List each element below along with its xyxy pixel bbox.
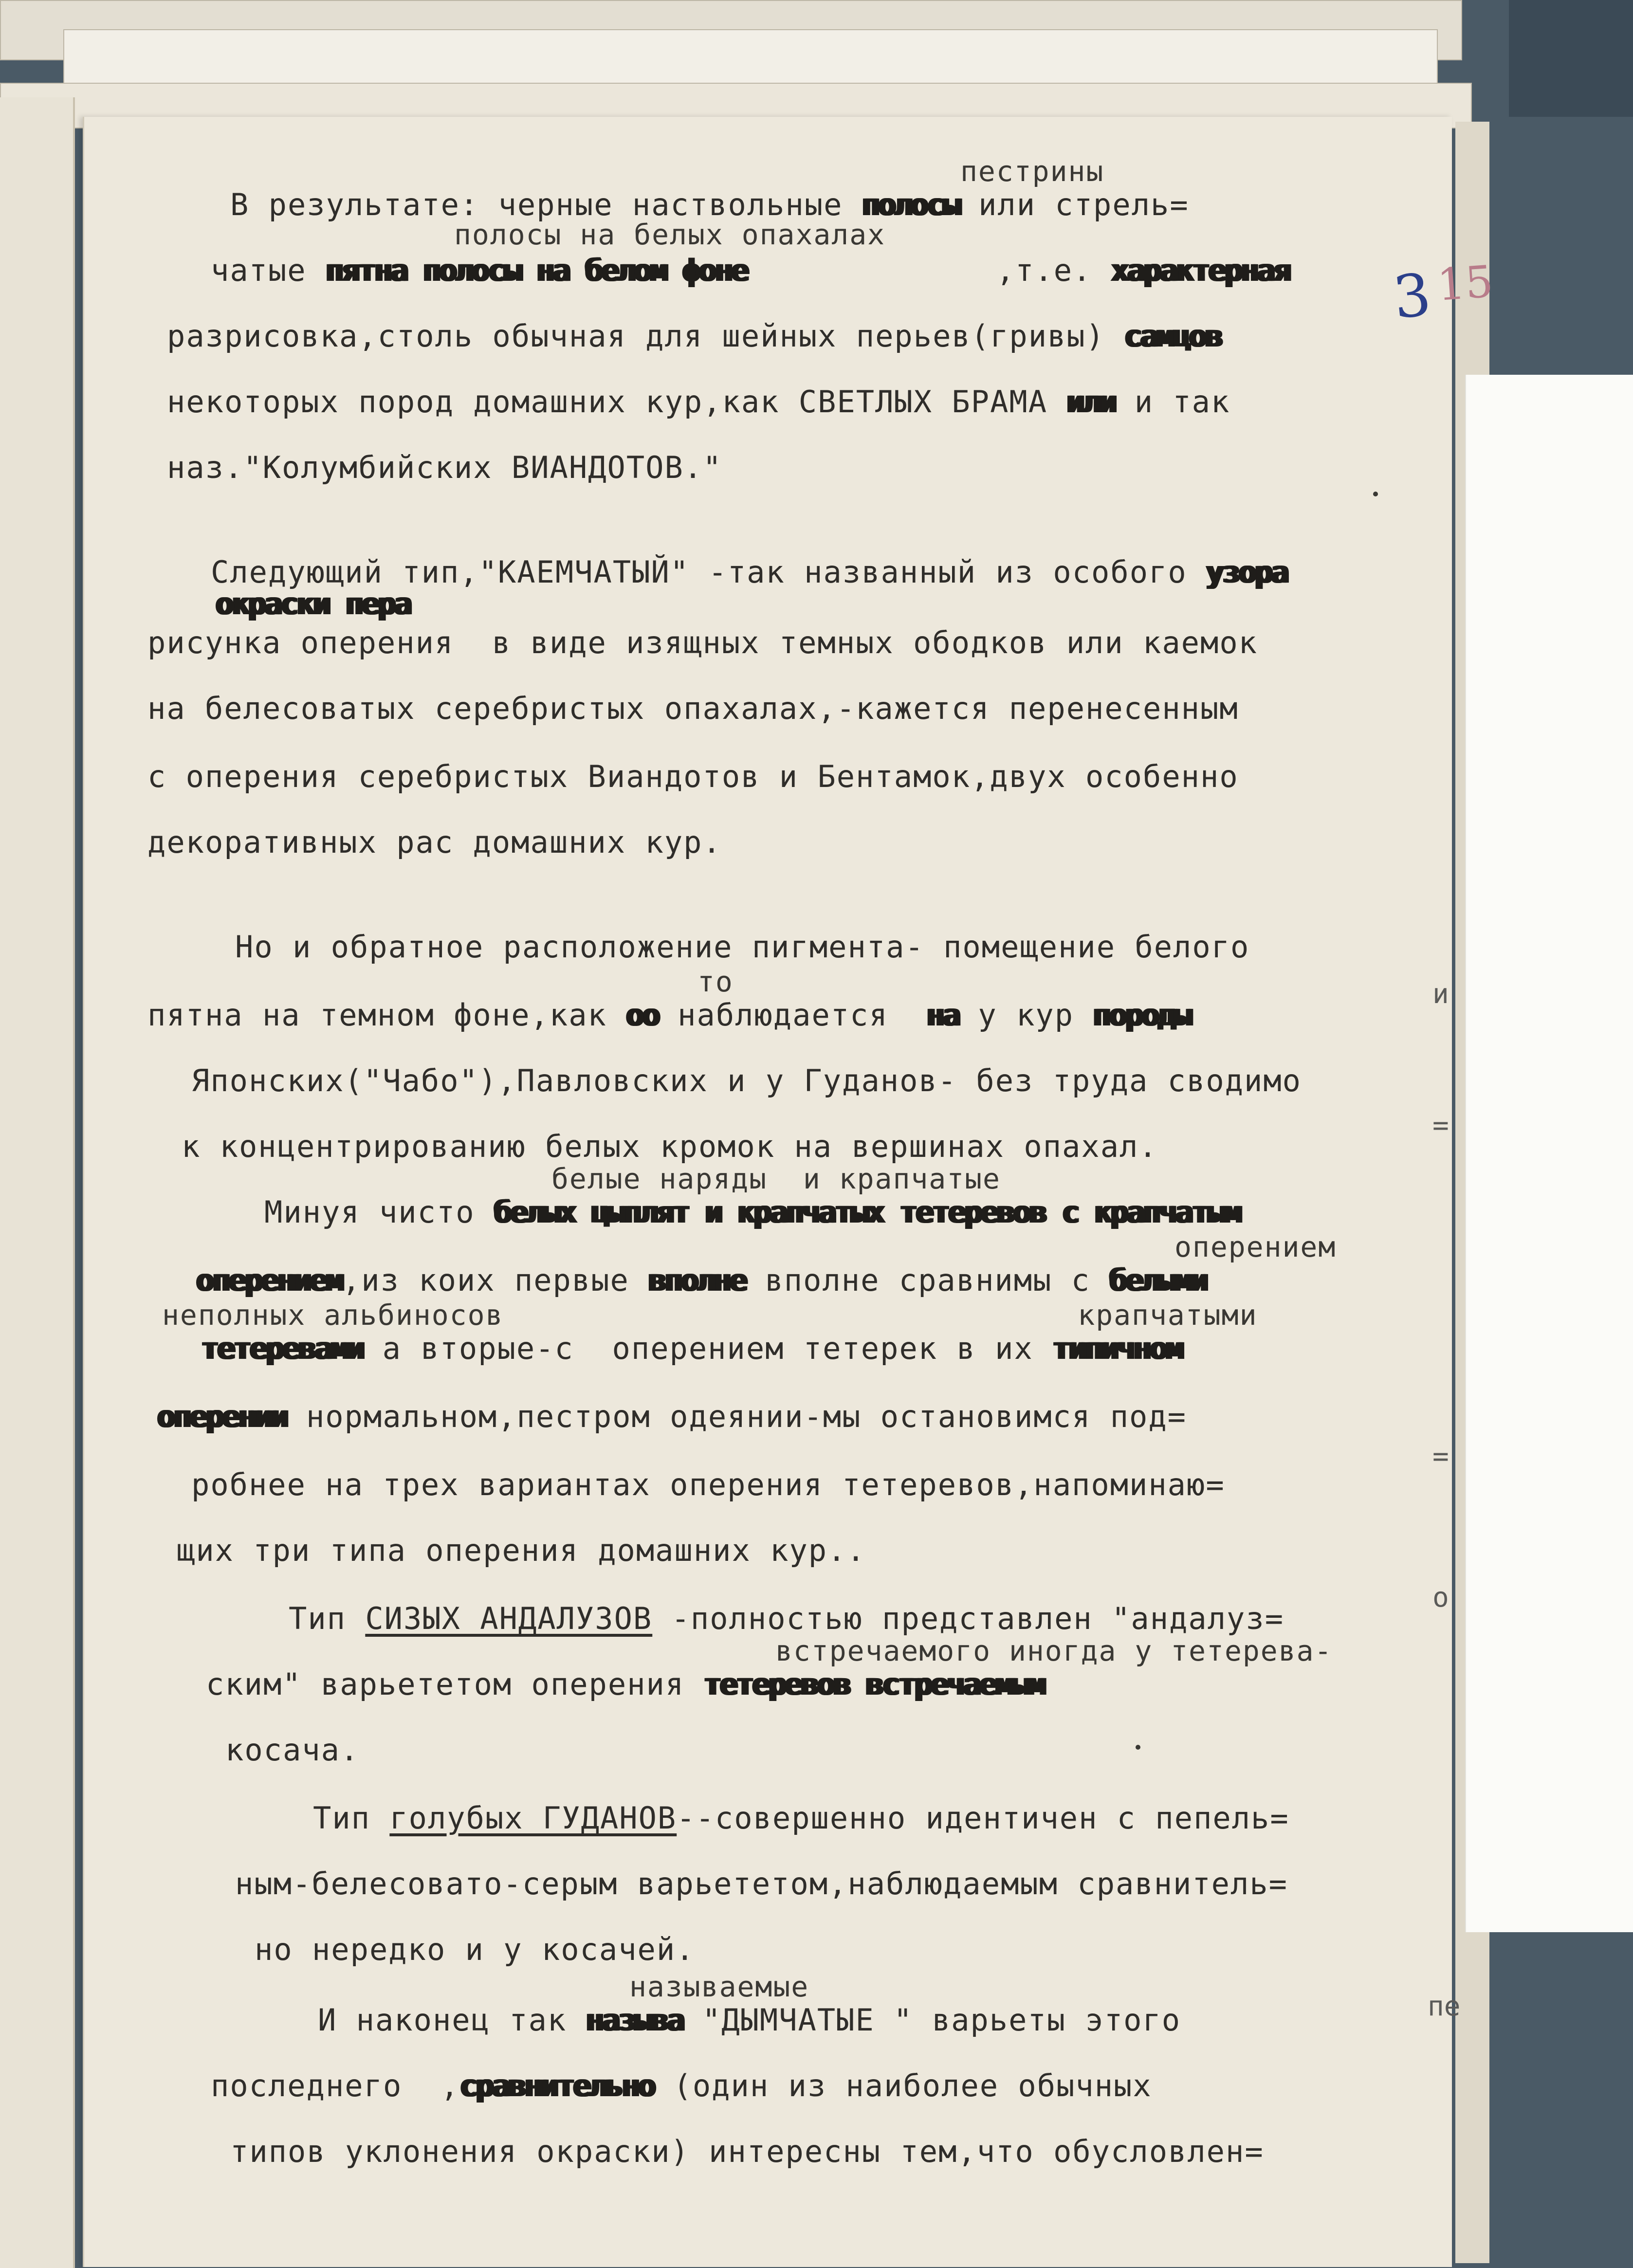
line-30	[225, 1732, 360, 1768]
line-22	[162, 1299, 1258, 1330]
line-17	[182, 1129, 1158, 1164]
line-15	[147, 997, 1191, 1033]
line-segment-strike: полосы	[862, 187, 959, 222]
line-segment-strike: самцов	[1124, 318, 1222, 354]
line-18	[551, 1163, 1001, 1193]
line-segment-ins: крапчатыми	[1078, 1299, 1258, 1332]
line-segment-text: наз."Колумбийских ВИАНДОТОВ."	[167, 450, 722, 485]
line-segment-strike: оперением	[196, 1262, 342, 1298]
line-segment-ins: неполных альбиносов	[162, 1299, 504, 1332]
line-7	[211, 554, 1287, 590]
line-29	[206, 1666, 1045, 1702]
line-segment-text: ,т.е.	[747, 253, 1111, 288]
line-segment-strike: породы	[1093, 997, 1191, 1033]
line-12	[147, 824, 722, 860]
line-segment-ins: называемые	[629, 1970, 809, 2003]
left-facing-page	[0, 97, 75, 2268]
line-segment-text: или стрель=	[959, 187, 1189, 222]
line-segment-text: робнее на трех вариантах оперения тетеревов,напоминаю=	[191, 1467, 1225, 1502]
line-segment-text: наблюдается	[658, 997, 927, 1033]
line-segment-strike: называ	[586, 2002, 683, 2038]
line-segment-strike: вполне	[648, 1262, 746, 1298]
line-segment-text: типов уклонения окраски) интересны тем,что обусловлен=	[230, 2134, 1264, 2169]
line-segment-text: Минуя чисто	[264, 1194, 494, 1230]
line-segment-text: последнего ,	[211, 2068, 460, 2103]
line-segment-strike: типичном	[1052, 1331, 1182, 1366]
line-segment-text: (один из наиболее обычных	[654, 2068, 1152, 2103]
line-6	[167, 450, 722, 485]
line-1	[230, 187, 1189, 222]
line-segment-text	[503, 1297, 1078, 1332]
archive-folio-mark: 3	[1390, 261, 1434, 332]
margin-mark-equals-2: =	[1432, 1441, 1449, 1472]
ink-dot	[1136, 1745, 1140, 1750]
line-segment-ins: полосы на белых опахалах	[454, 218, 886, 251]
line-segment-text: у кур	[959, 997, 1093, 1033]
line-segment-ins: оперением	[1174, 1230, 1337, 1263]
line-20	[1174, 1231, 1336, 1262]
line-10	[147, 691, 1239, 726]
line-segment-strike: пятна полосы на белом фоне	[325, 253, 748, 288]
line-segment-text: Но и обратное расположение пигмента- помещение белого	[235, 929, 1250, 965]
line-segment-text: щих три типа оперения домашних кур..	[177, 1533, 866, 1568]
line-segment-text: чатые	[211, 253, 326, 288]
line-segment-strike: узора	[1206, 554, 1287, 590]
line-segment-text: пятна на темном фоне,как	[147, 997, 626, 1033]
line-33	[255, 1932, 695, 1967]
line-segment-strike: оперении	[157, 1399, 287, 1434]
line-segment-text: --совершенно идентичен с пепель=	[677, 1800, 1289, 1836]
line-9	[147, 625, 1258, 660]
line-28	[775, 1635, 1333, 1665]
line-8	[216, 586, 410, 622]
line-segment-strike: оо	[626, 997, 659, 1033]
line-segment-strike: белыми	[1109, 1262, 1207, 1298]
margin-mark-i: и	[1432, 978, 1449, 1010]
line-25	[191, 1467, 1225, 1502]
line-3	[211, 253, 1290, 288]
line-segment-strike: характерная	[1111, 253, 1290, 288]
line-segment-text: некоторых пород домашних кур,как СВЕТЛЫХ БРАМА	[167, 384, 1067, 420]
line-segment-text: вполне сравнимы с	[746, 1262, 1110, 1298]
line-segment-u: СИЗЫХ АНДАЛУЗОВ	[365, 1601, 653, 1636]
line-5	[167, 384, 1230, 420]
line-0	[960, 156, 1104, 186]
line-segment-text: "ДЫМЧАТЫЕ " варьеты этого	[683, 2002, 1181, 2038]
line-segment-ins: белые наряды и крапчатые	[551, 1162, 1001, 1195]
line-segment-ins: встречаемого иногда у тетерева-	[775, 1634, 1333, 1667]
line-36	[211, 2068, 1152, 2103]
line-31	[313, 1800, 1289, 1836]
line-27	[289, 1601, 1284, 1636]
line-segment-text: но нередко и у косачей.	[255, 1932, 695, 1967]
line-segment-text: рисунка оперения в виде изящных темных ободков или каемок	[147, 625, 1258, 660]
line-24	[157, 1399, 1187, 1434]
line-21	[196, 1262, 1207, 1298]
line-segment-text: ным-белесовато-серым варьететом,наблюдаемым сравнитель=	[235, 1866, 1288, 1902]
line-32	[235, 1866, 1288, 1902]
line-segment-text: Тип	[313, 1800, 390, 1836]
margin-mark-equals-1: =	[1432, 1110, 1449, 1141]
line-13	[235, 929, 1250, 965]
margin-mark-o: о	[1432, 1582, 1449, 1613]
line-segment-strike: окраски пера	[216, 586, 410, 622]
line-segment-ins: пестрины	[960, 155, 1104, 188]
line-16	[191, 1063, 1302, 1098]
line-segment-text: на белесоватых серебристых опахалах,-кажется перенесенным	[147, 691, 1239, 726]
line-19	[264, 1194, 1240, 1230]
white-insert-card	[1465, 375, 1633, 1932]
line-segment-text: Следующий тип,"КАЕМЧАТЫЙ" -так названный из особого	[211, 554, 1207, 590]
line-2	[454, 219, 885, 249]
line-segment-strike: тетеревами	[201, 1331, 364, 1366]
binding-strip	[1509, 0, 1633, 117]
line-segment-strike: тетеревов встречаемым	[703, 1666, 1045, 1702]
page-number: 15	[1435, 256, 1495, 311]
line-segment-text: декоративных рас домашних кур.	[147, 824, 722, 860]
line-segment-text: Японских("Чабо"),Павловских и у Гуданов- без труда сводимо	[191, 1063, 1302, 1098]
line-segment-strike: сравнительно	[459, 2068, 655, 2103]
line-segment-u: голубых ГУДАНОВ	[389, 1800, 677, 1836]
line-4	[167, 318, 1222, 354]
line-segment-text: Тип	[289, 1601, 366, 1636]
line-segment-text: нормальном,пестром одеянии-мы остановимся под=	[287, 1399, 1187, 1434]
line-segment-text: с оперения серебристых Виандотов и Бентамок,двух особенно	[147, 759, 1239, 794]
line-segment-text: ским" варьететом оперения	[206, 1666, 704, 1702]
line-segment-strike: или	[1066, 384, 1116, 420]
line-26	[177, 1533, 866, 1568]
ink-dot	[1373, 492, 1378, 496]
line-35	[318, 2002, 1181, 2038]
line-14	[697, 966, 734, 996]
line-segment-strike: на	[926, 997, 959, 1033]
line-segment-text: а вторые-с оперением тетерек в их	[363, 1331, 1053, 1366]
line-11	[147, 759, 1239, 794]
line-segment-strike: белых цыплят и крапчатых тетеревов с крапчатым	[494, 1194, 1240, 1230]
line-segment-text: косача.	[225, 1732, 360, 1768]
typescript-page	[83, 117, 1495, 2267]
line-segment-text: к концентрированию белых кромок на вершинах опахал.	[182, 1129, 1158, 1164]
line-segment-text: И наконец так	[318, 2002, 586, 2038]
line-segment-text: В результате: черные наствольные	[230, 187, 862, 222]
margin-mark-pe: пе	[1428, 1991, 1461, 2022]
line-34	[629, 1971, 809, 2001]
line-segment-text: -полностью представлен "андалуз=	[652, 1601, 1284, 1636]
line-37	[230, 2134, 1264, 2169]
line-segment-text: и так	[1115, 384, 1230, 420]
line-segment-text: ,из коих первые	[342, 1262, 649, 1298]
line-segment-text: разрисовка,столь обычная для шейных перьев(гривы)	[167, 318, 1124, 354]
line-23	[201, 1331, 1182, 1366]
line-segment-ins: то	[697, 965, 734, 998]
